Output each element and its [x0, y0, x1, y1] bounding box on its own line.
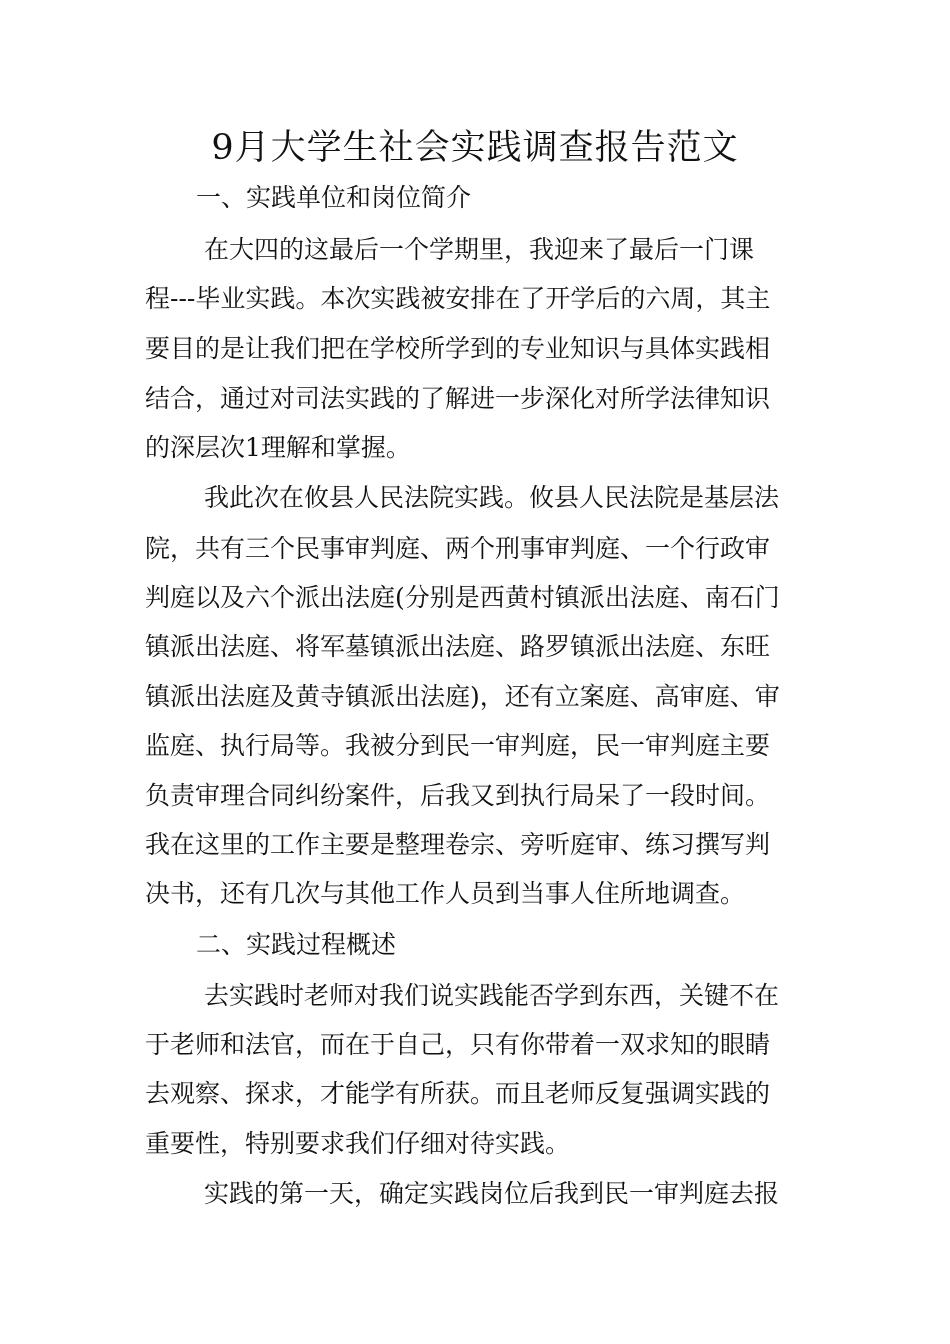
- paragraph-line: 程---毕业实践。本次实践被安排在了开学后的六周，其主: [145, 284, 771, 313]
- paragraph-line: 监庭、执行局等。我被分到民一审判庭，民一审判庭主要: [145, 731, 771, 760]
- paragraph-line: 我此次在攸县人民法院实践。攸县人民法院是基层法: [204, 483, 780, 512]
- paragraph-line: 我在这里的工作主要是整理卷宗、旁听庭审、练习撰写判: [145, 830, 771, 859]
- paragraph-line: 去观察、探求，才能学有所获。而且老师反复强调实践的: [145, 1079, 771, 1108]
- paragraph-line: 判庭以及六个派出法庭(分别是西黄村镇派出法庭、南石门: [145, 583, 780, 612]
- document-title: 9月大学生社会实践调查报告范文: [211, 128, 739, 168]
- paragraph-line: 负责审理合同纠纷案件，后我又到执行局呆了一段时间。: [145, 781, 771, 810]
- paragraph-line: 重要性，特别要求我们仔细对待实践。: [145, 1129, 571, 1158]
- section-heading-2: 二、实践过程概述: [196, 930, 397, 959]
- paragraph-line: 去实践时老师对我们说实践能否学到东西，关键不在: [204, 981, 780, 1010]
- paragraph-line: 在大四的这最后一个学期里，我迎来了最后一门课: [204, 235, 755, 264]
- paragraph-line: 于老师和法官，而在于自己，只有你带着一双求知的眼睛: [145, 1030, 771, 1059]
- paragraph-line: 的深层次1理解和掌握。: [145, 433, 411, 462]
- paragraph-line: 结合，通过对司法实践的了解进一步深化对所学法律知识: [145, 384, 771, 413]
- paragraph-line: 要目的是让我们把在学校所学到的专业知识与具体实践相: [145, 334, 771, 363]
- paragraph-line: 实践的第一天，确定实践岗位后我到民一审判庭去报: [204, 1179, 780, 1208]
- paragraph-line: 院，共有三个民事审判庭、两个刑事审判庭、一个行政审: [145, 534, 771, 563]
- paragraph-line: 镇派出法庭、将军墓镇派出法庭、路罗镇派出法庭、东旺: [145, 632, 771, 661]
- paragraph-line: 决书，还有几次与其他工作人员到当事人住所地调查。: [145, 879, 746, 908]
- section-heading-1: 一、实践单位和岗位简介: [196, 183, 472, 212]
- paragraph-line: 镇派出法庭及黄寺镇派出法庭)，还有立案庭、高审庭、审: [145, 682, 780, 711]
